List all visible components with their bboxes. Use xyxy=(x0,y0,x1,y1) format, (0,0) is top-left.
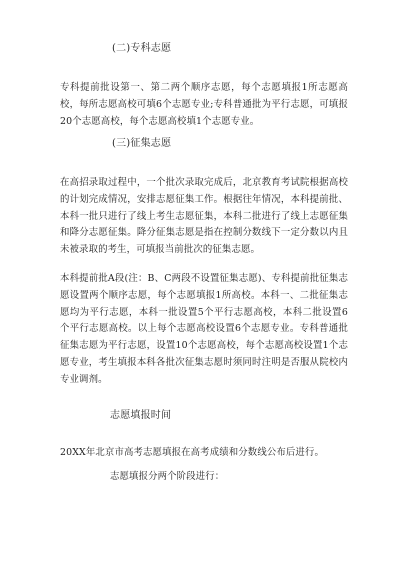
paragraph-benke-a: 本科提前批A段(注：B、C两段不设置征集志愿)、专科提前批征集志愿设置两个顺序志愿，每个志愿填报1所高校。本科一、二批征集志愿均为平行志愿，本科一批设置5个平行志愿高校，本科二批设置6个平行志愿高校。以上每个志愿高校设置6个志愿专业。专科普通批征集志愿为平行志愿，设置10个志愿高校，每个志愿高校设置1个志愿专业，考生填报本科各批次征集志愿时须同时注明是否服从院校内专业调剂。 xyxy=(60,273,348,385)
paragraph-stages: 志愿填报分两个阶段进行： xyxy=(110,471,225,482)
paragraph-zhuanke: 专科提前批设第一、第二两个顺序志愿，每个志愿填报1所志愿高校，每所志愿高校可填6个志愿专业;专科普通批为平行志愿，可填报20个志愿高校，每个志愿高校填1个志愿专业。 xyxy=(60,82,348,127)
section-heading-zhengji: (三)征集志愿 xyxy=(112,138,172,149)
section-heading-zhuanke: (二)专科志愿 xyxy=(112,43,172,54)
section-heading-time: 志愿填报时间 xyxy=(110,410,172,421)
paragraph-zhengji: 在高招录取过程中，一个批次录取完成后，北京教育考试院根据高校的计划完成情况，安排志愿征集工作。根据往年情况，本科提前批、本科一批只进行了线上考生志愿征集，本科二批进行了线上志愿征集和降分志愿征集。降分征集志愿是指在控制分数线下一定分数以内且未被录取的考生，可填报当前批次的征集志愿。 xyxy=(60,177,348,256)
paragraph-time: 20XX年北京市高考志愿填报在高考成绩和分数线公布后进行。 xyxy=(60,447,325,458)
